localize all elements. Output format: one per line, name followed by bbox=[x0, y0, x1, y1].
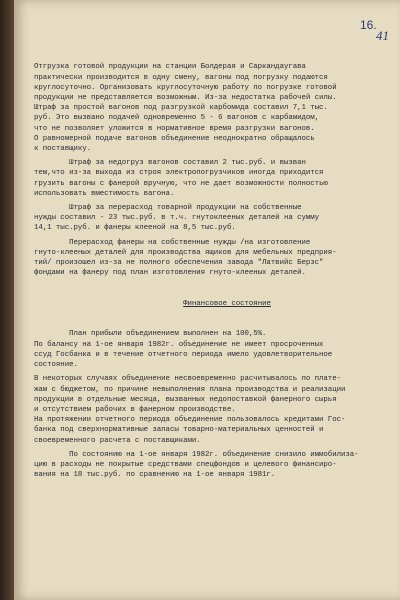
text-line: руб. Это вызвано подачей одновременно 5 - 6 вагонов с карбамидом, bbox=[34, 114, 320, 123]
document-body bbox=[34, 42, 390, 501]
paragraph bbox=[34, 329, 390, 370]
text-line: Штраф за перерасход товарной продукции на собственные bbox=[34, 204, 302, 213]
text-line: тем,что из-за выхода из строя электропогрузчиков иногда приходится bbox=[34, 169, 324, 178]
section-heading: Финансовое состояние bbox=[183, 299, 271, 308]
text-line: тий/ произошел из-за не полного обеспечения завода "Латвийс Берзс" bbox=[34, 259, 324, 268]
text-line: использовать вместимость вагона. bbox=[34, 189, 175, 198]
paragraph bbox=[34, 374, 390, 445]
paragraph bbox=[34, 158, 390, 199]
text-line: План прибыли объединением выполнен на 100,5%. bbox=[34, 330, 267, 339]
paragraph bbox=[34, 62, 390, 154]
body-section-2 bbox=[34, 329, 390, 480]
text-line: Штраф за недогруз вагонов составил 2 тыс.руб. и вызван bbox=[34, 159, 306, 168]
document-page bbox=[14, 0, 400, 600]
text-line: Перерасход фанеры на собственные нужды /на изготовление bbox=[34, 238, 311, 247]
text-line: практически производится в одну смену, вагоны под погрузку подаются bbox=[34, 73, 328, 82]
text-line: нужды составил - 23 тыс.руб. в т.ч. гнутоклееных деталей на сумму bbox=[34, 214, 320, 223]
text-line: ссуд Госбанка и в течение отчетного периода имело удовлетворительное bbox=[34, 350, 333, 359]
text-line: к поставщику. bbox=[34, 145, 92, 154]
text-line: и отсутствием рабочих в фанерном производстве. bbox=[34, 405, 236, 414]
text-line: банка под сверхнормативные запасы товарно-материальных ценностей и bbox=[34, 426, 324, 435]
paragraph bbox=[34, 450, 390, 481]
paragraph bbox=[34, 203, 390, 234]
text-line: круглосуточно. Организовать круглосуточную работу по погрузке готовой bbox=[34, 83, 337, 92]
text-line: На протяжении отчетного периода объединение пользовалось кредитами Гос- bbox=[34, 416, 346, 425]
text-line: жам с бюджетом, по причине невыполнения плана производства и реализации bbox=[34, 385, 346, 394]
text-line: вания на 18 тыс.руб. по сравнению на 1-ое января 1981г. bbox=[34, 471, 276, 480]
archive-folio-number: 41 bbox=[376, 28, 389, 43]
text-line: продукции не представляется возможным. Из-за недостатка рабочей силы. bbox=[34, 94, 337, 103]
text-line: Штраф за простой вагонов под разгрузкой карбомида составил 7,1 тыс. bbox=[34, 104, 328, 113]
text-line: О равномерной подаче вагонов объединение неоднократно обращалось bbox=[34, 134, 315, 143]
text-line: состояние. bbox=[34, 361, 78, 370]
text-line: что не позволяет уложится в нормативное время разгрузки вагонов. bbox=[34, 124, 315, 133]
text-line: грузить вагоны с фанерой вручную, что не дает возможности полностью bbox=[34, 179, 328, 188]
text-line: своевременного расчета с поставщиками. bbox=[34, 436, 201, 445]
text-line: цию в расходы не покрытые средствами спецфондов и целевого финансиро- bbox=[34, 460, 337, 469]
text-line: Отгрузка готовой продукции на станции Болдерая и Саркандаугава bbox=[34, 63, 306, 72]
book-spine bbox=[0, 0, 14, 600]
text-line: гнуто-клееных деталей для производства ящиков для мебельных предприя- bbox=[34, 248, 337, 257]
text-line: По состоянию на 1-ое января 1982г. объединение снизило иммобилиза- bbox=[34, 450, 359, 459]
paragraph bbox=[34, 238, 390, 279]
text-line: 14,1 тыс.руб. и фанеры клееной на 8,5 тыс.руб. bbox=[34, 224, 236, 233]
text-line: В некоторых случаях объединение несвоевременно расчитывалось по плате- bbox=[34, 375, 341, 384]
text-line: продукции в отдельные месяца, вызванных недопоставкой фанерного сырья bbox=[34, 395, 337, 404]
body-section-1 bbox=[34, 62, 390, 278]
text-line: По балансу на 1-ое января 1982г. объединение не имеет просроченных bbox=[34, 340, 324, 349]
page-number: 16. bbox=[360, 18, 377, 32]
text-line: фондами на фанеру под план изготовления гнуто-клееных деталей. bbox=[34, 269, 306, 278]
